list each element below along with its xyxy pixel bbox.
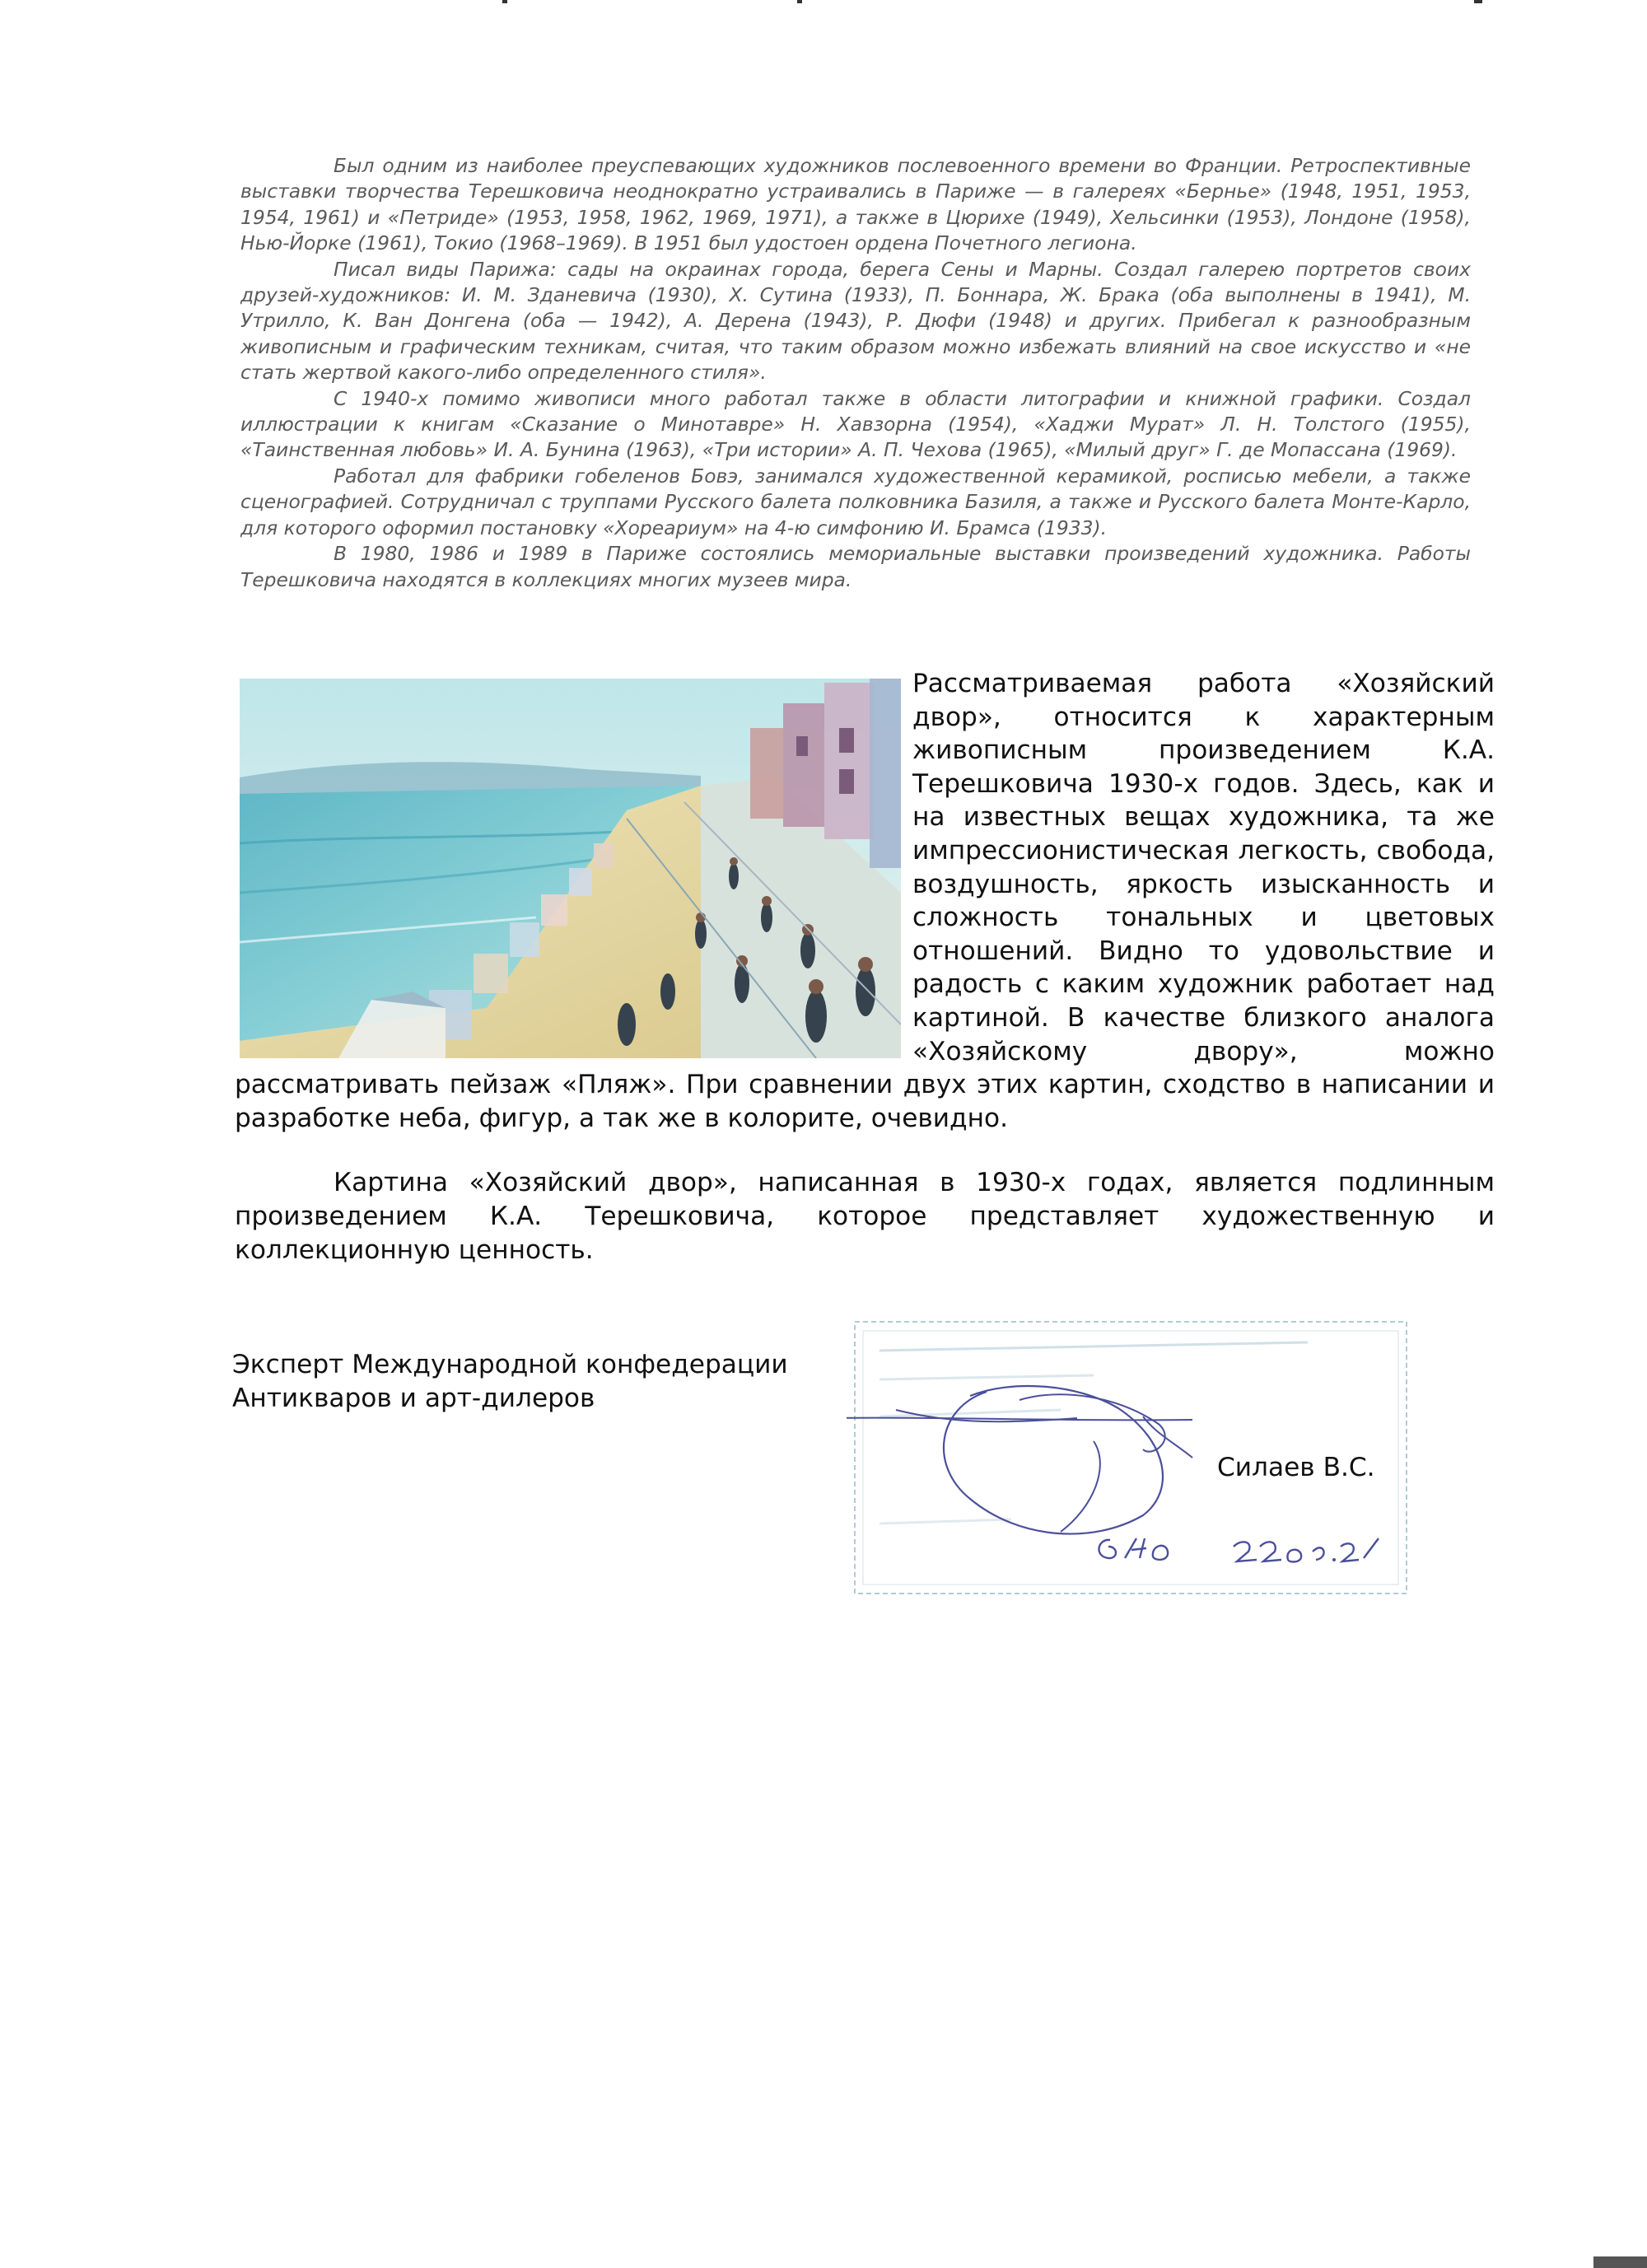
- bio-paragraph: В 1980, 1986 и 1989 в Париже состоялись мемориальные выставки произведений художника. Работы Терешковича находятся в коллекциях многих музеев мира.: [240, 542, 1471, 591]
- analysis-paragraph: Рассматриваемая работа «Хозяйский двор», относится к характерным живописным произведением К.А. Терешковича 1930-х годов. Здесь, как и на известных вещах художника, та же импрессионистическая легкость, свобода, воздушность, яркость изысканность и сложность тональных и цветовых отношений. Видно то удовольствие и радость с каким художник работает над картиной. В качестве близкого аналога «Хозяйскому двору», можно рассматривать пейзаж «Пляж». При сравнении двух этих картин, сходство в написании и разработке неба, фигур, а так же в колорите, очевидно.: [235, 669, 1495, 1133]
- scan-mark: [502, 0, 507, 3]
- bio-paragraph: Писал виды Парижа: сады на окраинах города, берега Сены и Марны. Создал галерею портретов своих друзей-художников: И. М. Зданевича (1930), Х. Сутина (1933), П. Боннара, Ж. Брака (оба выполнены в 1941), М. Утрилло, К. Ван Донгена (оба — 1942), А. Дерена (1943), Р. Дюфи (1948) и других. Прибегал к разнообразным живописным и графическим техникам, считая, что таким образом можно избежать влияний на свое искусство и «не стать жертвой какого-либо определенного стиля».: [240, 257, 1471, 385]
- scan-mark: [797, 0, 802, 3]
- scan-mark: [1593, 2256, 1647, 2268]
- expert-title-line1: Эксперт Международной конфедерации: [232, 1350, 788, 1379]
- biography-section: [240, 153, 1471, 593]
- conclusion-paragraph: Картина «Хозяйский двор», написанная в 1930-х годах, является подлинным произведением К.А. Терешковича, которое представляет художественную и коллекционную ценность.: [235, 1168, 1495, 1265]
- bio-paragraph: С 1940-х помимо живописи много работал также в области литографии и книжной графики. Создал иллюстрации к книгам «Сказание о Минотавре» Н. Хавзорна (1954), «Хаджи Мурат» Л. Н. Толстого (1955), «Таинственная любовь» И. А. Бунина (1963), «Три истории» А. П. Чехова (1965), «Милый друг» Г. де Мопассана (1969).: [240, 386, 1471, 462]
- bio-paragraph: Был одним из наиболее преуспевающих художников послевоенного времени во Франции. Ретроспективные выставки творчества Терешковича неоднократно устраивались в Париже — в галереях «Бернье» (1948, 1951, 1953, 1954, 1961) и «Петриде» (1953, 1958, 1962, 1969, 1971), а также в Цюрихе (1949), Хельсинки (1953), Лондоне (1958), Нью-Йорке (1961), Токио (1968–1969). В 1951 был удостоен ордена Почетного легиона.: [240, 154, 1471, 255]
- main-text: [235, 667, 1495, 1267]
- signer-name: Силаев В.С.: [1217, 1453, 1375, 1482]
- scan-mark: [1474, 0, 1482, 3]
- bio-paragraph: Работал для фабрики гобеленов Бовэ, занимался художественной керамикой, росписью мебели, а также сценографией. Сотрудничал с труппами Русского балета полковника Базиля, а также и Русского балета Монте-Карло, для которого оформил постановку «Хореариум» на 4-ю симфонию И. Брамса (1933).: [240, 464, 1471, 539]
- expert-block: [232, 1348, 858, 1415]
- expert-title-line2: Антикваров и арт-дилеров: [232, 1383, 595, 1413]
- painting-placeholder: [235, 667, 912, 1066]
